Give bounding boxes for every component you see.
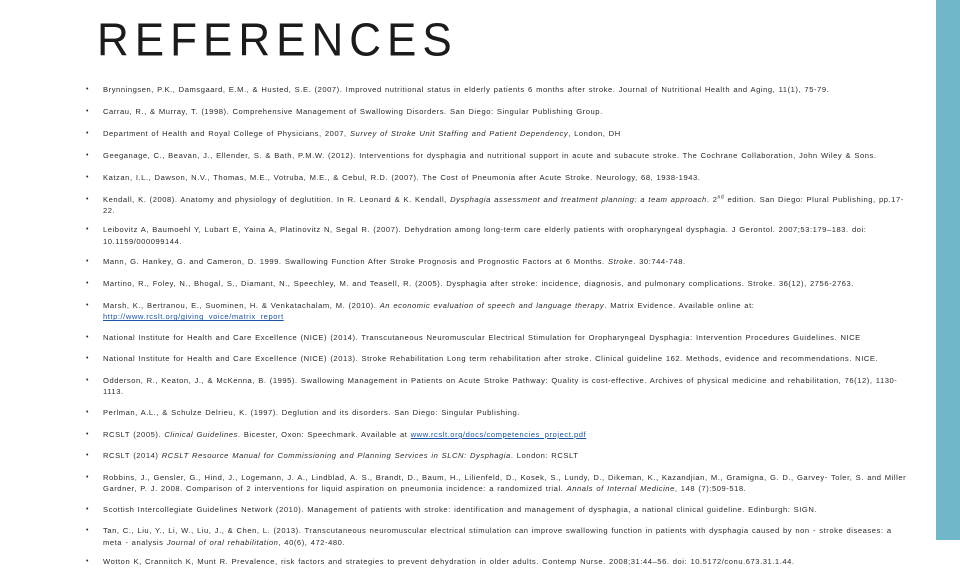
left-margin-band: [0, 0, 58, 540]
reference-item: [86, 556, 912, 567]
reference-text: , 40(6), 472-480.: [278, 537, 346, 547]
reference-text: Perlman, A.L., & Schulze Delrieu, K. (1997). Deglution and its disorders. San Diego: Singular Publishing.: [103, 408, 520, 418]
bullet-icon: •: [86, 333, 90, 341]
reference-text: RCSLT (2005).: [103, 429, 165, 439]
reference-text: Odderson, R., Keaton, J., & McKenna, B. (1995). Swallowing Management in Patients on Acute Stroke Pathway: Quality is cost-effective. Archives of physical medicine and rehabilitation, 76(12), 1130-1113.: [103, 375, 898, 396]
reference-text: . Matrix Evidence. Available online at:: [604, 300, 755, 310]
reference-italic-title: An economic evaluation of speech and language therapy: [379, 300, 605, 310]
reference-item: [86, 84, 912, 95]
bullet-icon: •: [86, 301, 90, 309]
reference-item: [86, 525, 912, 548]
reference-text: Tan, C., Liu, Y., Li, W., Liu, J., & Chen, L. (2013). Transcutaneous neuromuscular electrical stimulation can improve swallowing function in patients with dysphagia caused by non - stroke diseases: a meta - analysis: [103, 526, 892, 547]
reference-text: , London, DH: [568, 128, 621, 138]
reference-text: Carrau, R., & Murray, T. (1998). Comprehensive Management of Swallowing Disorders. San Diego: Singular Publishing Group.: [103, 106, 603, 116]
bullet-icon: •: [86, 258, 90, 266]
bullet-icon: •: [86, 280, 90, 288]
reference-italic-title: Journal of oral rehabilitation: [166, 537, 279, 547]
reference-item: [86, 194, 912, 217]
reference-link[interactable]: www.rcslt.org/docs/competencies_project.pdf: [410, 429, 587, 439]
reference-item: [86, 224, 912, 247]
reference-text: RCSLT (2014): [103, 451, 162, 461]
bullet-icon: •: [86, 409, 90, 417]
reference-item: [86, 150, 912, 161]
reference-text: Wotton K, Crannitch K, Munt R. Prevalence, risk factors and strategies to prevent dehydration in older adults. Contemp Nurse. 2008;31:44–56. doi: 10.5172/conu.673.31.1.44.: [103, 557, 795, 567]
reference-text: . 30:744-748.: [633, 257, 686, 267]
bullet-icon: •: [86, 527, 90, 535]
reference-text: Geeganage, C., Beavan, J., Ellender, S. & Bath, P.M.W. (2012). Interventions for dysphagia and nutritional support in acute and subacute stroke. The Cochrane Collaboration, John Wiley & Sons.: [103, 150, 877, 160]
reference-text: Brynningsen, P.K., Damsgaard, E.M., & Husted, S.E. (2007). Improved nutritional status in elderly patients 6 months after stroke. Journal of Nutritional Health and Aging, 11(1), 75-79.: [103, 85, 830, 94]
bullet-icon: •: [86, 473, 90, 481]
reference-text: Katzan, I.L., Dawson, N.V., Thomas, M.E., Votruba, M.E., & Cebul, R.D. (2007). The Cost of Pneumonia after Acute Stroke. Neurology, 68, 1938-1943.: [103, 172, 701, 182]
reference-text: . 2: [706, 194, 718, 204]
reference-italic-title: Survey of Stroke Unit Staffing and Patient Dependency: [349, 128, 569, 138]
bullet-icon: •: [86, 129, 90, 137]
reference-text: Kendall, K. (2008). Anatomy and physiology of deglutition. In R. Leonard & K. Kendall,: [103, 194, 451, 204]
reference-item: [86, 332, 912, 343]
reference-item: [86, 472, 912, 495]
reference-item: [86, 450, 912, 461]
reference-link[interactable]: http://www.rcslt.org/giving_voice/matrix_report: [103, 312, 284, 322]
reference-italic-title: Annals of Internal Medicine: [566, 484, 675, 494]
reference-text: , 148 (7):509-518.: [674, 484, 747, 494]
reference-item: [86, 106, 912, 117]
reference-item: [86, 429, 912, 440]
reference-text: Leibovitz A, Baumoehl Y, Lubart E, Yaina A, Platinovitz N, Segal R. (2007). Dehydration among long-term care elderly patients with oropharyngeal dysphagia. J Gerontol. 2007;53:179–183. doi: 10.1159/000099144.: [103, 225, 867, 246]
right-accent-bar: [936, 0, 960, 540]
references-list: [86, 84, 912, 568]
reference-italic-title: Dysphagia assessment and treatment planning: a team approach: [450, 194, 707, 204]
bullet-icon: •: [86, 107, 90, 115]
reference-italic-title: Clinical Guidelines: [164, 429, 238, 439]
reference-text: Robbins, J., Gensler, G., Hind, J., Logemann, J. A., Lindblad, A. S., Brandt, D., Baum, H., Lilienfeld, D., Kosek, S., Lundy, D., Dikeman, K., Kazandjian, M., Gramigna, G. D., Garvey- Toler, S. and Miller Gardner, P. J. 2008. Comparison of 2 interventions for liquid aspiration on pneumonia incidence: a randomized trial.: [103, 472, 907, 494]
reference-item: [86, 172, 912, 183]
bullet-icon: •: [86, 376, 90, 384]
reference-text: National Institute for Health and Care Excellence (NICE) (2013). Stroke Rehabilitation Long term rehabilitation after stroke. Clinical guideline 162. Methods, evidence and recommendations. NICE.: [103, 354, 879, 364]
reference-text: Scottish Intercollegiate Guidelines Network (2010). Management of patients with stroke: identification and management of dysphagia, a national clinical guideline. Edinburgh: SIGN.: [103, 504, 818, 514]
bullet-icon: •: [86, 558, 90, 566]
bullet-icon: •: [86, 86, 90, 93]
reference-text: Department of Health and Royal College of Physicians, 2007,: [103, 128, 350, 138]
reference-text: National Institute for Health and Care Excellence (NICE) (2014). Transcutaneous Neuromuscular Electrical Stimulation for Oropharyngeal Dysphagia: Intervention Procedures Guidelines. NICE: [103, 332, 861, 342]
reference-italic-title: RCSLT Resource Manual for Commissioning and Planning Services in SLCN: Dysphagia: [161, 451, 511, 461]
reference-text: . London: RCSLT: [510, 451, 579, 461]
reference-item: [86, 375, 912, 398]
reference-text: . Bicester, Oxon: Speechmark. Available at: [237, 429, 411, 439]
ordinal-suffix: nd: [717, 194, 725, 201]
reference-item: [86, 256, 912, 267]
bullet-icon: •: [86, 151, 90, 159]
reference-item: [86, 300, 912, 323]
bullet-icon: •: [86, 173, 90, 181]
reference-item: [86, 353, 912, 364]
reference-item: [86, 504, 912, 515]
bullet-icon: •: [86, 355, 90, 363]
bullet-icon: •: [86, 195, 90, 203]
reference-text: Marsh, K., Bertranou, E., Suominen, H. & Venkatachalam, M. (2010).: [103, 300, 380, 310]
reference-item: [86, 407, 912, 418]
reference-text: Martino, R., Foley, N., Bhogal, S., Diamant, N., Speechley, M. and Teasell, R. (2005). Dysphagia after stroke: incidence, diagnosis, and pulmonary complications. Stroke. 36(12), 2756-2763.: [103, 279, 854, 289]
reference-item: [86, 278, 912, 289]
reference-text: edition. San Diego: Plural Publishing, pp.17-22.: [103, 194, 904, 216]
reference-item: [86, 128, 912, 139]
bullet-icon: •: [86, 452, 90, 460]
bullet-icon: •: [86, 430, 90, 438]
slide-title: REFERENCES: [97, 14, 458, 66]
reference-text: Mann, G. Hankey, G. and Cameron, D. 1999. Swallowing Function After Stroke Prognosis and Prognostic Factors at 6 Months.: [103, 257, 608, 267]
bullet-icon: •: [86, 226, 90, 234]
bullet-icon: •: [86, 505, 90, 513]
reference-italic-title: Stroke: [607, 257, 634, 267]
